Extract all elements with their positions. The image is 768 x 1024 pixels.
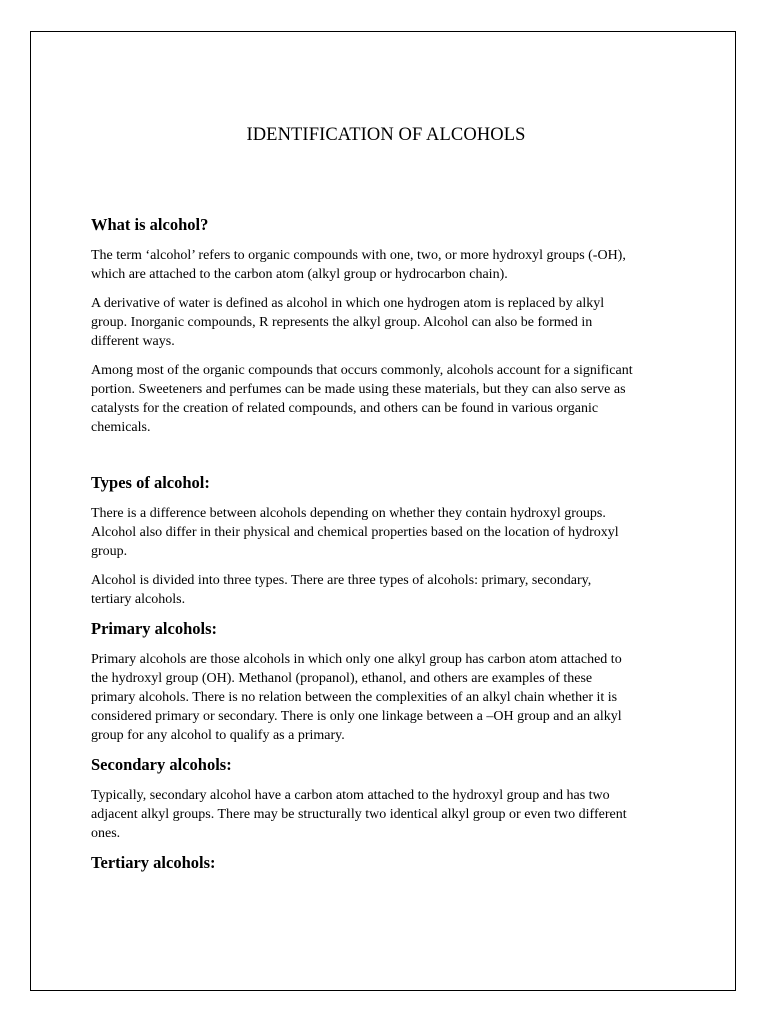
- section-heading: Secondary alcohols:: [91, 755, 232, 774]
- text-line: A derivative of water is defined as alcohol in which one hydrogen atom is replaced by alkyl: [91, 296, 605, 311]
- document-page: [30, 31, 736, 991]
- section-primary-alcohols: [91, 619, 681, 745]
- text-line: Primary alcohols are those alcohols in which only one alkyl group has carbon atom attached to: [91, 652, 622, 667]
- text-line: Alcohol is divided into three types. There are three types of alcohols: primary, secondary,: [91, 573, 592, 588]
- text-line: considered primary or secondary. There is only one linkage between a –OH group and an alkyl: [91, 709, 622, 724]
- document-title: IDENTIFICATION OF ALCOHOLS: [246, 125, 526, 145]
- text-line: ones.: [91, 826, 121, 841]
- text-line: group.: [91, 544, 128, 559]
- paragraph: [91, 786, 681, 843]
- paragraph: [91, 294, 681, 351]
- text-line: catalysts for the creation of related compounds, and others can be found in various organic: [91, 401, 599, 416]
- text-line: Typically, secondary alcohol have a carbon atom attached to the hydroxyl group and has two: [91, 788, 610, 803]
- text-line: There is a difference between alcohols depending on whether they contain hydroxyl groups.: [91, 506, 606, 521]
- text-line: Alcohol also differ in their physical and chemical properties based on the location of hydroxyl: [91, 525, 619, 540]
- text-line: group for any alcohol to qualify as a primary.: [91, 728, 345, 743]
- section-tertiary-alcohols: [91, 853, 681, 873]
- paragraph: [91, 650, 681, 745]
- text-line: which are attached to the carbon atom (alkyl group or hydrocarbon chain).: [91, 267, 508, 282]
- section-types-of-alcohol: [91, 473, 681, 609]
- paragraph: [91, 571, 681, 609]
- text-line: different ways.: [91, 334, 175, 349]
- text-line: the hydroxyl group (OH). Methanol (propanol), ethanol, and others are examples of these: [91, 671, 593, 686]
- text-line: group. Inorganic compounds, R represents the alkyl group. Alcohol can also be formed in: [91, 315, 593, 330]
- text-line: portion. Sweeteners and perfumes can be made using these materials, but they can also serve as: [91, 382, 626, 397]
- section-secondary-alcohols: [91, 755, 681, 843]
- document-content: [91, 123, 681, 884]
- section-heading: Primary alcohols:: [91, 619, 218, 638]
- section-what-is-alcohol: [91, 215, 681, 437]
- paragraph: [91, 361, 681, 437]
- text-line: tertiary alcohols.: [91, 592, 186, 607]
- text-line: The term ‘alcohol’ refers to organic compounds with one, two, or more hydroxyl groups (-OH),: [91, 248, 626, 263]
- section-heading: Tertiary alcohols:: [91, 853, 216, 872]
- text-line: Among most of the organic compounds that occurs commonly, alcohols account for a significant: [91, 363, 633, 378]
- paragraph: [91, 246, 681, 284]
- section-heading: Types of alcohol:: [91, 473, 210, 492]
- text-line: primary alcohols. There is no relation between the complexities of an alkyl chain whether it is: [91, 690, 618, 705]
- text-line: chemicals.: [91, 420, 151, 435]
- section-heading: What is alcohol?: [91, 215, 209, 234]
- paragraph: [91, 504, 681, 561]
- text-line: adjacent alkyl groups. There may be structurally two identical alkyl group or even two different: [91, 807, 627, 822]
